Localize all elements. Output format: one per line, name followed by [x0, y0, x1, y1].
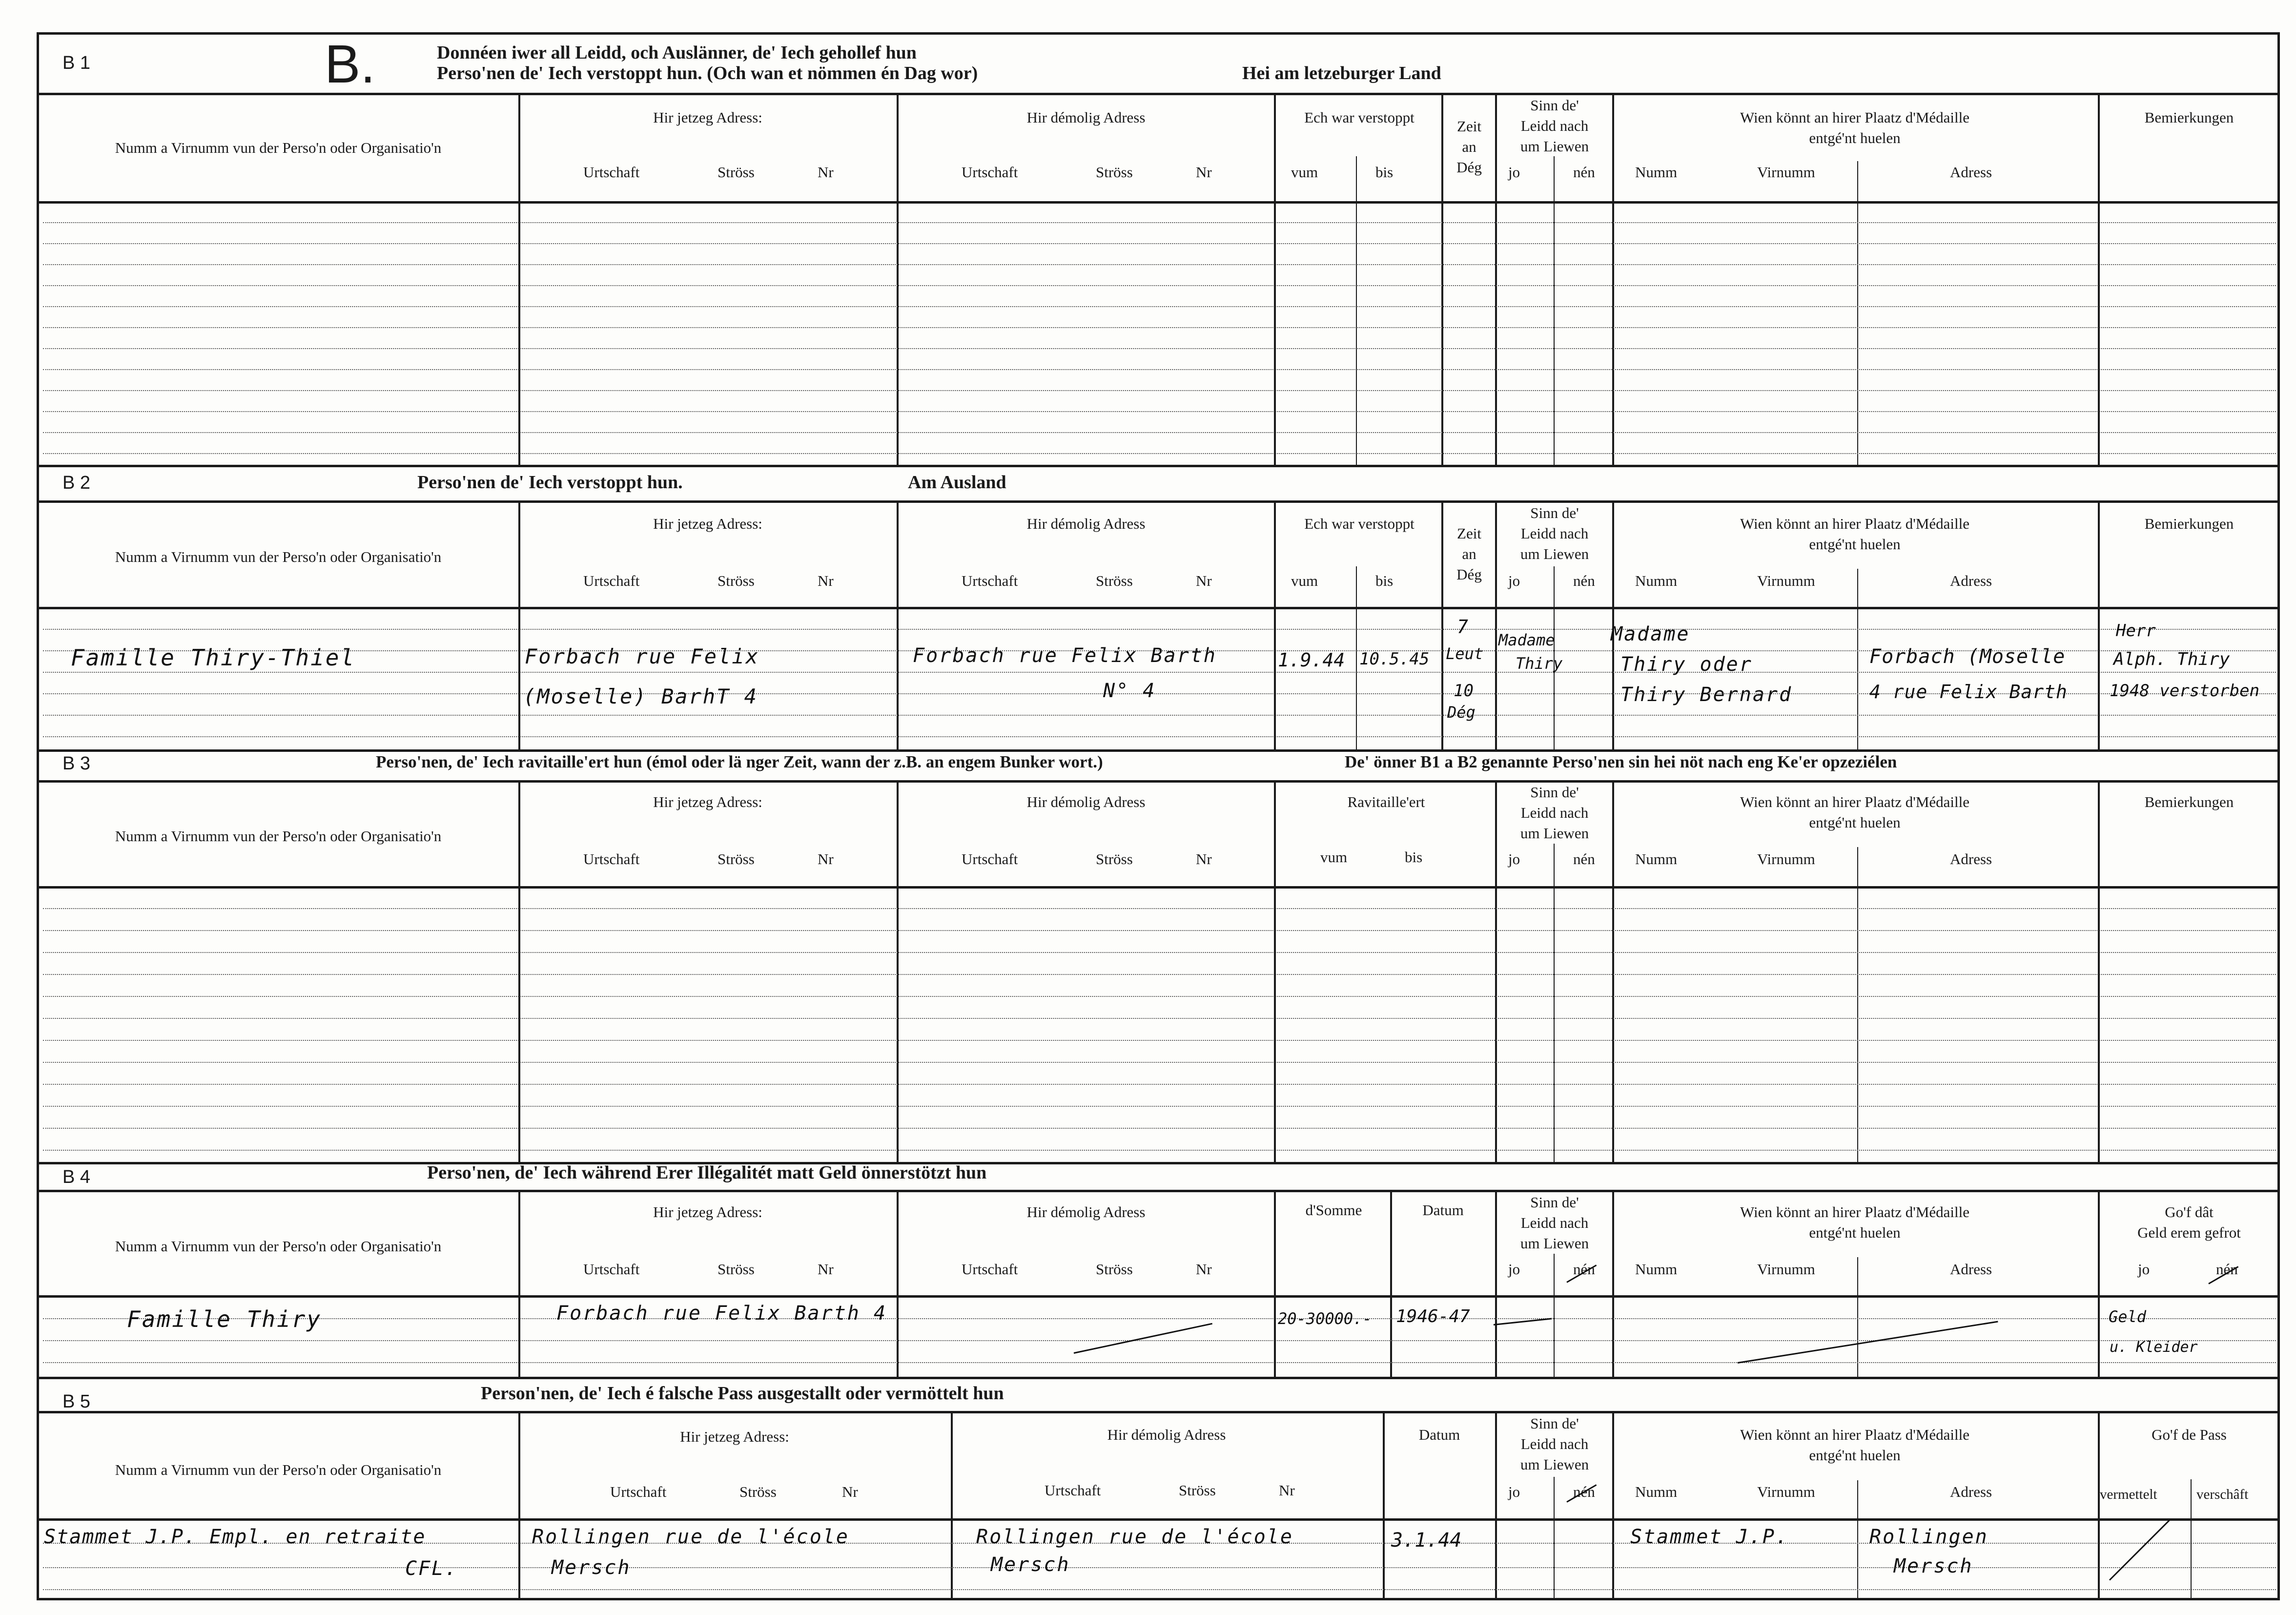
- b3-col-city: Urtschaft: [583, 850, 640, 868]
- b1-col-nr-old: Nr: [1196, 164, 1212, 181]
- b5-col-name: Numm a Virnumm vun der Perso'n oder Organisatio'n: [115, 1461, 442, 1478]
- b2-col-city: Urtschaft: [583, 572, 640, 589]
- b2-col-hidden: Ech war verstoppt: [1304, 515, 1414, 532]
- b2-row-to: 10.5.45: [1359, 649, 1430, 669]
- b2-col-from: vum: [1291, 572, 1318, 589]
- b2-title-right: Am Ausland: [908, 472, 1006, 493]
- b4-col-returned-no: nén: [2216, 1261, 2238, 1278]
- b1-col-no: nén: [1573, 164, 1595, 181]
- b4-col-current-address: Hir jetzeg Adress:: [653, 1203, 762, 1221]
- b5-col-yes: jo: [1508, 1483, 1520, 1500]
- b2-row-current-line1: Forbach rue Felix: [525, 644, 759, 668]
- b1-col-street: Ströss: [718, 164, 755, 181]
- b2-col-street-old: Ströss: [1096, 572, 1133, 589]
- b5-top-rule: [39, 1377, 2279, 1379]
- b2-row-alive-2: Thiry: [1516, 654, 1563, 673]
- b2-row-time-4: Dég: [1447, 703, 1476, 722]
- b4-row-sum: 20-30000.-: [1278, 1309, 1372, 1328]
- b3-col-former-address: Hir démolig Adress: [1026, 793, 1146, 810]
- b5-col-former-address: Hir démolig Adress: [1107, 1426, 1226, 1443]
- b3-col-supplied: Ravitaille'ert: [1347, 793, 1425, 810]
- b4-col-returned-yes: jo: [2138, 1261, 2150, 1278]
- b2-top-rule: [39, 465, 2279, 467]
- b3-col-from: vum: [1320, 849, 1348, 866]
- b4-title: Perso'nen, de' Iech während Erer Illégalitét matt Geld önnerstötzt hun: [427, 1162, 987, 1183]
- b4-col-yes: jo: [1508, 1261, 1520, 1278]
- b1-col-time: Zeit an Dég: [1456, 118, 1482, 176]
- b2-row-alive-1: Madame: [1498, 631, 1555, 649]
- b2-title: Perso'nen de' Iech verstoppt hun.: [417, 472, 683, 493]
- section-label-b2: B 2: [62, 473, 91, 493]
- section-label-b5: B 5: [62, 1391, 91, 1412]
- b2-col-nr: Nr: [818, 572, 834, 589]
- b2-row-name: Famille Thiry-Thiel: [71, 644, 356, 671]
- b3-col-current-address: Hir jetzeg Adress:: [653, 793, 762, 810]
- b2-row-medal-addr-1: Forbach (Moselle: [1869, 645, 2066, 668]
- b2-col-street: Ströss: [718, 572, 755, 589]
- b1-col-medal: Wien könnt an hirer Plaatz d'Médaille entgé'nt huelen: [1740, 109, 1970, 146]
- b1-col-nr: Nr: [818, 164, 834, 181]
- b1-col-city-old: Urtschaft: [962, 164, 1018, 181]
- b1-col-street-old: Ströss: [1096, 164, 1133, 181]
- b5-col-date: Datum: [1418, 1426, 1460, 1443]
- b2-col-current-address: Hir jetzeg Adress:: [653, 515, 762, 532]
- b4-col-city: Urtschaft: [583, 1261, 640, 1278]
- b1-col-yes: jo: [1508, 164, 1520, 181]
- b2-row-time-3: 10: [1454, 681, 1474, 701]
- b5-col-mediated: vermettelt: [2100, 1487, 2157, 1502]
- b3-col-surname: Numm: [1635, 850, 1678, 868]
- b2-col-medal: Wien könnt an hirer Plaatz d'Médaille entgé'nt huelen: [1740, 515, 1970, 553]
- b2-row-time-1: 7: [1457, 616, 1468, 638]
- b3-title-right: De' önner B1 a B2 genannte Perso'nen sin hei nöt nach eng Ke'er opzeziélen: [1345, 752, 1897, 771]
- section-letter-b: B.: [325, 34, 375, 94]
- b2-col-to: bis: [1375, 572, 1394, 589]
- b5-row-medal-name: Stammet J.P.: [1630, 1526, 1789, 1548]
- b2-col-former-address: Hir démolig Adress: [1026, 515, 1146, 532]
- b1-col-current-address: Hir jetzeg Adress:: [653, 109, 762, 126]
- b3-col-medal: Wien könnt an hirer Plaatz d'Médaille entgé'nt huelen: [1740, 793, 1970, 831]
- b1-title-line2-right: Hei am letzeburger Land: [1242, 63, 1441, 83]
- b4-col-name: Numm a Virnumm vun der Perso'n oder Organisatio'n: [115, 1238, 442, 1255]
- b2-col-address: Adress: [1950, 572, 1992, 589]
- b4-col-nr-old: Nr: [1196, 1261, 1212, 1278]
- b1-title-rule: [39, 93, 2279, 95]
- b2-row-remark-2: Alph. Thiry: [2113, 649, 2230, 669]
- b5-col-nr: Nr: [842, 1483, 858, 1500]
- b4-col-no: nén: [1573, 1261, 1595, 1278]
- b3-col-yes: jo: [1508, 850, 1520, 868]
- b4-col-former-address: Hir démolig Adress: [1026, 1203, 1146, 1221]
- b2-row-medal-addr-2: 4 rue Felix Barth: [1869, 681, 2068, 703]
- b2-col-no: nén: [1573, 572, 1595, 589]
- b5-col-address: Adress: [1950, 1483, 1992, 1500]
- b2-row-remark-1: Herr: [2116, 621, 2156, 641]
- b3-col-address: Adress: [1950, 850, 1992, 868]
- b5-col-pass: Go'f de Pass: [2152, 1426, 2227, 1443]
- b4-row-remark-2: u. Kleider: [2110, 1339, 2198, 1356]
- b3-col-no: nén: [1573, 850, 1595, 868]
- b1-col-remarks: Bemierkungen: [2144, 109, 2234, 126]
- b4-col-sum: d'Somme: [1305, 1201, 1362, 1219]
- b4-col-street-old: Ströss: [1096, 1261, 1133, 1278]
- b5-col-city: Urtschaft: [610, 1483, 667, 1500]
- b3-col-city-old: Urtschaft: [962, 850, 1018, 868]
- b1-col-name: Numm a Virnumm vun der Perso'n oder Organisatio'n: [115, 139, 442, 156]
- b4-col-street: Ströss: [718, 1261, 755, 1278]
- b2-col-alive: Sinn de' Leidd nach um Liewen: [1520, 504, 1589, 562]
- b5-title: Person'nen, de' Iech é falsche Pass ausgestallt oder vermöttelt hun: [481, 1383, 1004, 1404]
- b5-col-medal: Wien könnt an hirer Plaatz d'Médaille entgé'nt huelen: [1740, 1426, 1970, 1464]
- b4-top-rule: [39, 1162, 2279, 1164]
- b1-col-address: Adress: [1950, 164, 1992, 181]
- b1-col-firstname: Virnumm: [1757, 164, 1815, 181]
- b4-col-firstname: Virnumm: [1757, 1261, 1815, 1278]
- b3-col-street: Ströss: [718, 850, 755, 868]
- b3-col-alive: Sinn de' Leidd nach um Liewen: [1520, 784, 1589, 842]
- b4-row-name: Famille Thiry: [127, 1306, 322, 1332]
- b2-col-city-old: Urtschaft: [962, 572, 1018, 589]
- b5-row-current-2: Mersch: [552, 1556, 631, 1579]
- b4-col-surname: Numm: [1635, 1261, 1678, 1278]
- b2-row-medal-name-3: Thiry Bernard: [1620, 683, 1793, 706]
- b3-col-nr-old: Nr: [1196, 850, 1212, 868]
- b1-title-line2: Perso'nen de' Iech verstoppt hun. (Och wan et nömmen én Dag wor): [437, 63, 978, 83]
- b2-col-remarks: Bemierkungen: [2144, 515, 2234, 532]
- b5-col-made: verschâft: [2196, 1487, 2249, 1502]
- b1-title-line1: Donnéen iwer all Leidd, och Auslänner, de' Iech gehollef hun: [437, 42, 917, 63]
- b4-row-remark-1: Geld: [2109, 1307, 2147, 1326]
- b5-col-surname: Numm: [1635, 1483, 1678, 1500]
- b1-col-to: bis: [1375, 164, 1394, 181]
- b5-col-street-old: Ströss: [1179, 1482, 1216, 1499]
- b2-row-medal-name-1: Madame: [1611, 623, 1690, 645]
- b4-col-returned: Go'f dât Geld erem gefrot: [2137, 1203, 2241, 1241]
- b5-row-medal-addr-2: Mersch: [1894, 1555, 1973, 1577]
- b1-col-alive: Sinn de' Leidd nach um Liewen: [1520, 97, 1589, 155]
- b1-col-former-address: Hir démolig Adress: [1026, 109, 1146, 126]
- b2-row-medal-name-2: Thiry oder: [1620, 653, 1753, 676]
- b3-col-firstname: Virnumm: [1757, 850, 1815, 868]
- b4-col-address: Adress: [1950, 1261, 1992, 1278]
- b2-col-nr-old: Nr: [1196, 572, 1212, 589]
- b2-row-remark-3: 1948 verstorben: [2110, 681, 2260, 701]
- b2-col-surname: Numm: [1635, 572, 1678, 589]
- b5-row-date: 3.1.44: [1391, 1529, 1462, 1552]
- b1-col-hidden: Ech war verstoppt: [1304, 109, 1414, 126]
- b5-row-former-2: Mersch: [991, 1553, 1070, 1576]
- b3-col-nr: Nr: [818, 850, 834, 868]
- b3-title: Perso'nen, de' Iech ravitaille'ert hun (émol oder lä nger Zeit, wann der z.B. an engem Bunker wort.): [376, 752, 1103, 771]
- b5-col-current-address: Hir jetzeg Adress:: [680, 1428, 789, 1445]
- b4-col-alive: Sinn de' Leidd nach um Liewen: [1520, 1194, 1589, 1252]
- b3-col-street-old: Ströss: [1096, 850, 1133, 868]
- section-label-b3: B 3: [62, 753, 91, 774]
- b5-col-firstname: Virnumm: [1757, 1483, 1815, 1500]
- b5-col-city-old: Urtschaft: [1045, 1482, 1101, 1499]
- section-label-b1: B 1: [62, 53, 91, 73]
- b4-col-medal: Wien könnt an hirer Plaatz d'Médaille entgé'nt huelen: [1740, 1203, 1970, 1241]
- b5-col-no: nén: [1573, 1483, 1595, 1500]
- b2-col-firstname: Virnumm: [1757, 572, 1815, 589]
- b4-col-city-old: Urtschaft: [962, 1261, 1018, 1278]
- b2-row-former-line2: N° 4: [1103, 680, 1156, 702]
- b1-header-rule: [39, 201, 2279, 204]
- b3-col-to: bis: [1405, 849, 1423, 866]
- b5-row-current-1: Rollingen rue de l'école: [532, 1526, 849, 1548]
- b2-col-name: Numm a Virnumm vun der Perso'n oder Organisatio'n: [115, 548, 442, 565]
- b5-col-alive: Sinn de' Leidd nach um Liewen: [1520, 1415, 1589, 1473]
- b2-row-time-2: Leut: [1446, 644, 1484, 663]
- b2-row-current-line2: (Moselle) BarhT 4: [523, 684, 758, 708]
- b4-row-current: Forbach rue Felix Barth 4: [556, 1302, 887, 1325]
- b3-top-rule: [39, 749, 2279, 752]
- b5-row-medal-addr-1: Rollingen: [1869, 1526, 1988, 1548]
- b1-col-from: vum: [1291, 164, 1318, 181]
- b5-col-nr-old: Nr: [1279, 1482, 1295, 1499]
- section-label-b4: B 4: [62, 1167, 91, 1187]
- b4-col-date: Datum: [1422, 1201, 1464, 1219]
- b5-col-street: Ströss: [739, 1483, 777, 1500]
- b4-row-date: 1946-47: [1396, 1306, 1470, 1326]
- b1-col-city: Urtschaft: [583, 164, 640, 181]
- b2-row-former-line1: Forbach rue Felix Barth: [913, 644, 1217, 667]
- b3-col-name: Numm a Virnumm vun der Perso'n oder Organisatio'n: [115, 828, 442, 845]
- b2-col-time: Zeit an Dég: [1456, 525, 1482, 583]
- b3-col-remarks: Bemierkungen: [2144, 793, 2234, 810]
- b5-row-name-1: Stammet J.P. Empl. en retraite: [44, 1526, 426, 1548]
- b5-row-name-2: CFL.: [405, 1557, 458, 1580]
- b4-col-nr: Nr: [818, 1261, 834, 1278]
- b2-row-from: 1.9.44: [1278, 649, 1345, 671]
- b1-col-surname: Numm: [1635, 164, 1678, 181]
- b2-col-yes: jo: [1508, 572, 1520, 589]
- b5-row-former-1: Rollingen rue de l'école: [976, 1526, 1293, 1548]
